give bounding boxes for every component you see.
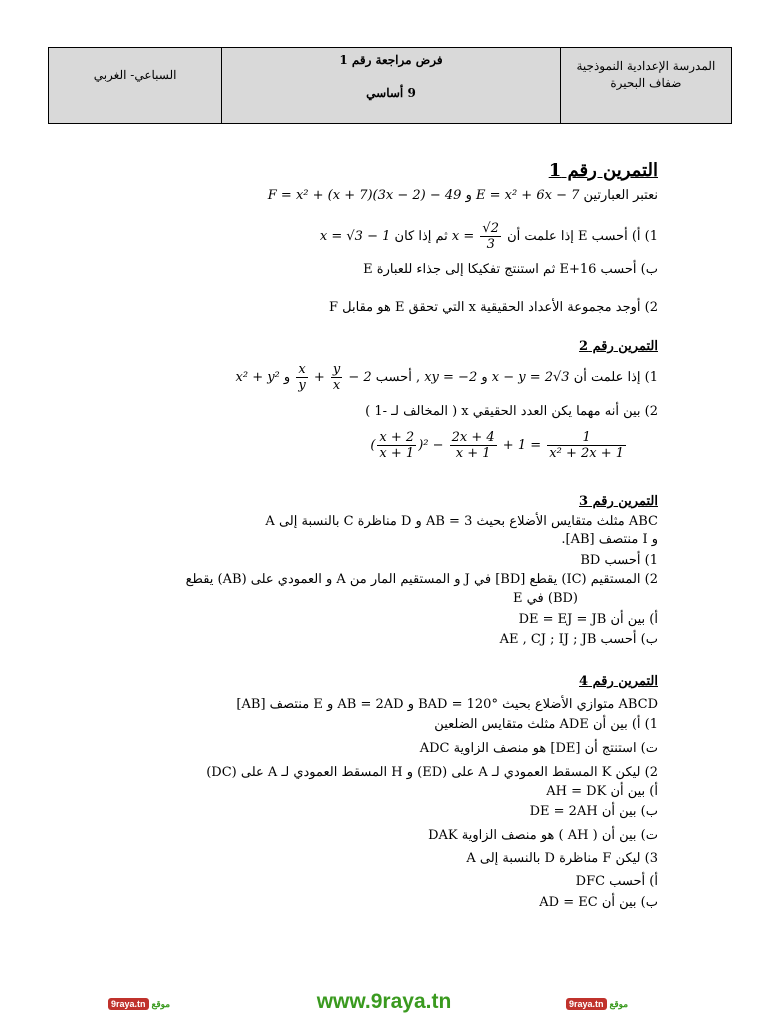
ex1-q2: 2) أوجد مجموعة الأعداد الحقيقية x التي تحقق E هو مقابل F (329, 300, 658, 315)
ex3-line-7: ب) أحسب AE , CJ ; IJ ; JB (499, 632, 658, 647)
ex3-line-4: 2) المستقيم (IC) يقطع [BD] في J و المستقيم المار من A و العمودي على (AB) يقطع (185, 572, 658, 587)
ex4-line-1: ABCD متوازي الأضلاع بحيث BAD = 120° و AB = 2AD و E منتصف [AB] (236, 697, 658, 712)
exercise-1-title: التمرين رقم 1 (548, 160, 658, 181)
ex1-q1a-text: 1) أ) أحسب E إذا علمت أن (507, 229, 658, 244)
ex4-line-8: 3) ليكن F مناظرة D بالنسبة إلى A (466, 851, 658, 866)
footer-url[interactable]: www.9raya.tn (316, 990, 452, 1013)
ex4-line-4: 2) ليكن K المسقط العمودي لـ A على (ED) و H المسقط العمودي لـ A على (DC) (206, 765, 658, 780)
exercise-3-title: التمرين رقم 3 (579, 494, 658, 509)
footer-logo-right[interactable] (566, 997, 638, 1011)
logo-word-right: موقع (609, 998, 629, 1009)
ex2-q1-text: 1) إذا علمت أن (573, 370, 658, 385)
ex2-q2: 2) بين أنه مهما يكن العدد الحقيقي x ( المخالف لـ -1 ) (365, 404, 658, 419)
ex1-intro-text: نعتبر العبارتين (583, 188, 658, 203)
ex2-q1: 1) إذا علمت أن x − y = 2√3 و xy = −2 , أحسب $\frac{x}{y}$ + $\frac{y}{x}$ − 2 و x² + y² (235, 362, 658, 393)
ex4-line-3: ت) استنتج أن [DE] هو منصف الزاوية ADC (419, 741, 658, 756)
ex1-intro: نعتبر العبارتين E = x² + 6x − 7 و F = x² + (x + 7)(3x − 2) − 49 (267, 188, 658, 203)
title-cell (222, 48, 561, 124)
ex2-equation: ( $\frac{x + 2}{x + 1}$ )² − $\frac{2x + 4}{x + 1}$ + 1 = $\frac{1}{\text{x² + 2x + 1}}$ (370, 430, 624, 461)
ex1-q1a-mid: ثم إذا كان (394, 229, 448, 244)
ex3-line-1: ABC مثلث متقايس الأضلاع بحيث AB = 3 و D مناظرة C بالنسبة إلى A (265, 514, 658, 529)
ex4-line-6: ب) بين أن DE = 2AH (529, 804, 658, 819)
ex3-line-6: أ) بين أن DE = EJ = JB (518, 612, 658, 627)
ex4-line-2: 1) أ) بين أن ADE مثلث متقايس الضلعين (434, 717, 658, 732)
exam-title: فرض مراجعة رقم 1 (339, 53, 443, 67)
ex1-q1b: ب) أحسب E+16 ثم استنتج تفكيكا إلى جذاء للعبارة E (363, 262, 658, 277)
exam-level: 9 أساسي (366, 86, 416, 100)
teacher-name: السباعي- الغربي (93, 68, 177, 82)
header-table (48, 47, 732, 124)
ex3-line-3: 1) أحسب BD (580, 553, 658, 568)
ex4-line-10: ب) بين أن AD = EC (539, 895, 658, 910)
logo-site-left: 9raya.tn (108, 998, 149, 1010)
teacher-cell (49, 48, 222, 124)
ex2-q1-mid: أحسب (375, 370, 412, 385)
school-cell (560, 48, 731, 124)
school-name: المدرسة الإعدادية النموذجية (576, 59, 716, 73)
logo-site-right: 9raya.tn (566, 998, 607, 1010)
school-location: ضفاف البحيرة (610, 76, 682, 90)
exercise-4-title: التمرين رقم 4 (579, 674, 658, 689)
exercise-2-title: التمرين رقم 2 (579, 339, 658, 354)
ex4-line-9: أ) أحسب DFC (575, 874, 658, 889)
ex4-line-7: ت) بين أن ( AH ) هو منصف الزاوية DAK (428, 828, 658, 843)
ex3-line-2: و I منتصف [AB]. (561, 532, 658, 547)
ex4-line-5: أ) بين أن AH = DK (546, 784, 658, 799)
logo-word-left: موقع (151, 998, 171, 1009)
ex1-q1a: 1) أ) أحسب E إذا علمت أن x = $\frac{√2}{3}$ ثم إذا كان x = √3 − 1 (319, 221, 658, 252)
ex3-line-5: (BD) في E (513, 591, 578, 606)
